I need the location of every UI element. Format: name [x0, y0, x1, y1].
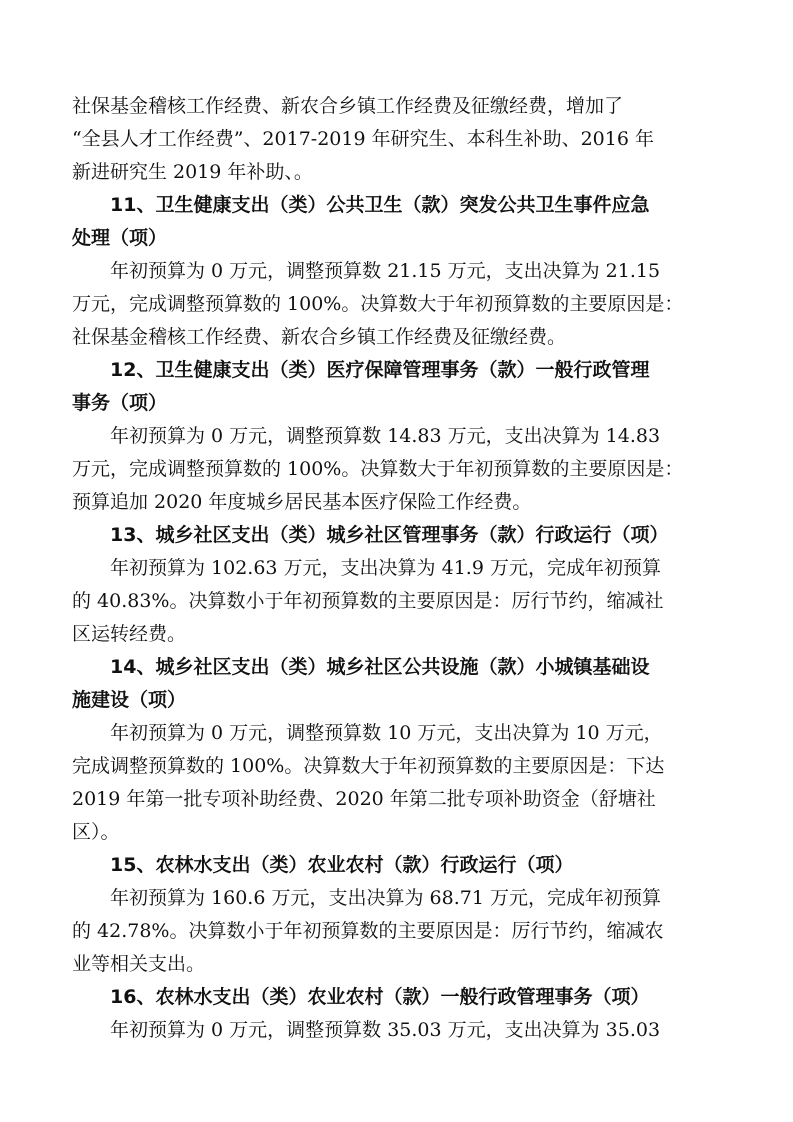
paragraph-line: “全县人才工作经费”、2017-2019 年研究生、本科生补助、2016 年 [72, 128, 654, 150]
paragraph-line: 区）。 [72, 821, 120, 843]
paragraph-line: 预算追加 2020 年度城乡居民基本医疗保险工作经费。 [72, 491, 532, 513]
paragraph-line: 年初预算为 0 万元，调整预算数 14.83 万元，支出决算为 14.83 [110, 425, 661, 447]
paragraph-line: 的 42.78%。决算数小于年初预算数的主要原因是：厉行节约，缩减农 [72, 920, 664, 942]
paragraph-line: 的 40.83%。决算数小于年初预算数的主要原因是：厉行节约，缩减社 [72, 590, 664, 612]
paragraph-line: 年初预算为 0 万元，调整预算数 21.15 万元，支出决算为 21.15 [110, 260, 661, 282]
paragraph-line: 万元，完成调整预算数的 100%。决算数大于年初预算数的主要原因是： [72, 458, 684, 480]
paragraph-line: 万元，完成调整预算数的 100%。决算数大于年初预算数的主要原因是： [72, 293, 684, 315]
section-heading-15: 15、农林水支出（类）农业农村（款）行政运行（项） [110, 854, 574, 876]
section-heading-11: 11、卫生健康支出（类）公共卫生（款）突发公共卫生事件应急 [110, 194, 650, 216]
section-heading-11-cont: 处理（项） [72, 227, 168, 249]
paragraph-line: 年初预算为 0 万元，调整预算数 35.03 万元，支出决算为 35.03 [110, 1019, 661, 1041]
section-heading-12-cont: 事务（项） [72, 392, 168, 414]
paragraph-line: 年初预算为 102.63 万元，支出决算为 41.9 万元，完成年初预算 [110, 557, 661, 579]
section-heading-14: 14、城乡社区支出（类）城乡社区公共设施（款）小城镇基础设 [110, 656, 650, 678]
paragraph-line: 完成调整预算数的 100%。决算数大于年初预算数的主要原因是：下达 [72, 755, 665, 777]
document-body [72, 90, 727, 1047]
paragraph-line: 业等相关支出。 [72, 953, 206, 975]
paragraph-line: 年初预算为 160.6 万元，支出决算为 68.71 万元，完成年初预算 [110, 887, 661, 909]
section-heading-16: 16、农林水支出（类）农业农村（款）一般行政管理事务（项） [110, 986, 650, 1008]
paragraph-line: 新进研究生 2019 年补助、。 [72, 161, 313, 183]
paragraph-line: 区运转经费。 [72, 623, 187, 645]
paragraph-line: 年初预算为 0 万元，调整预算数 10 万元，支出决算为 10 万元， [110, 722, 663, 744]
section-heading-14-cont: 施建设（项） [72, 689, 187, 711]
paragraph-line: 社保基金稽核工作经费、新农合乡镇工作经费及征缴经费。 [72, 326, 567, 348]
section-heading-13: 13、城乡社区支出（类）城乡社区管理事务（款）行政运行（项） [110, 524, 669, 546]
section-heading-12: 12、卫生健康支出（类）医疗保障管理事务（款）一般行政管理 [110, 359, 650, 381]
paragraph-line: 2019 年第一批专项补助经费、2020 年第二批专项补助资金（舒塘社 [72, 788, 656, 810]
paragraph-line: 社保基金稽核工作经费、新农合乡镇工作经费及征缴经费，增加了 [72, 95, 624, 117]
